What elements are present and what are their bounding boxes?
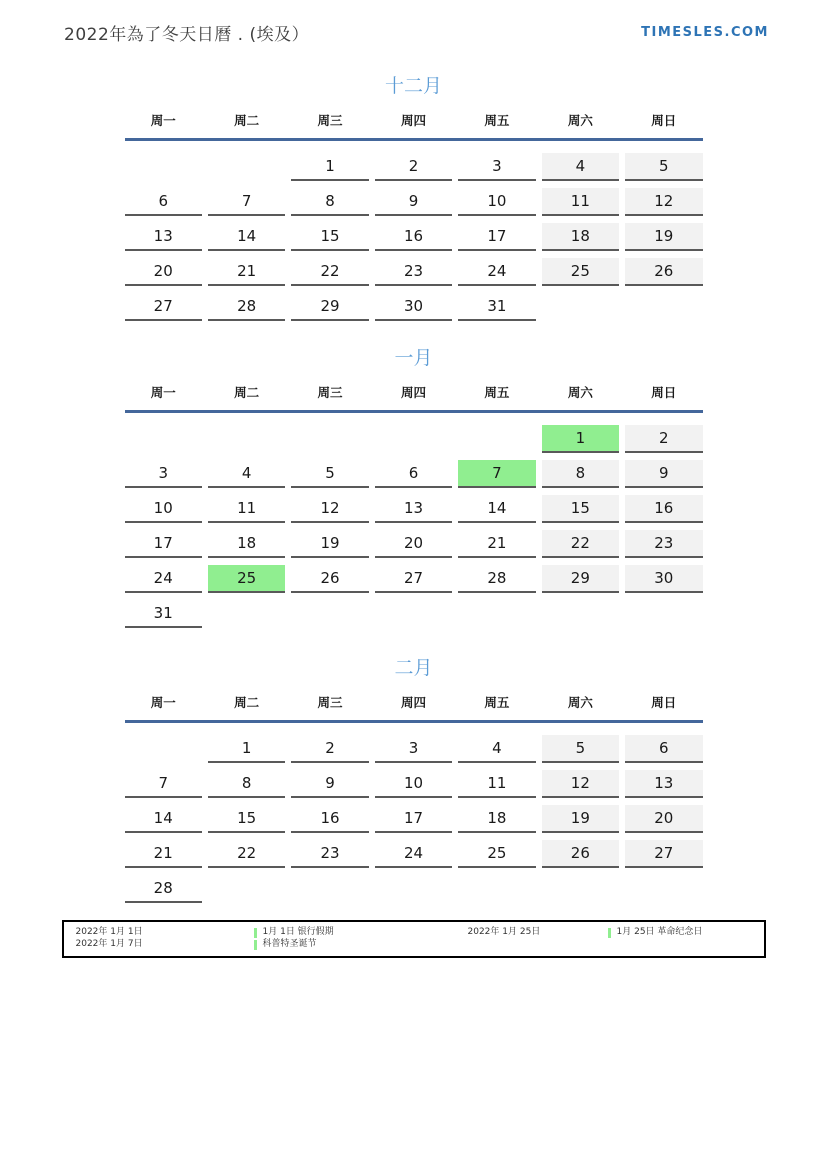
day-cell: 17 <box>125 530 202 558</box>
day-cell: 3 <box>458 153 535 181</box>
day-cell: 8 <box>291 188 368 216</box>
weekday-label: 周四 <box>400 385 426 400</box>
site-logo[interactable]: TIMESLES.COM <box>641 25 769 40</box>
weekday-label: 周二 <box>234 695 260 710</box>
day-cell: 8 <box>208 770 285 798</box>
empty-cell <box>375 600 452 628</box>
day-cell: 5 <box>542 735 619 763</box>
weekday-header-row <box>125 693 703 723</box>
day-cell: 28 <box>125 875 202 903</box>
day-cell: 26 <box>291 565 368 593</box>
day-cell: 14 <box>458 495 535 523</box>
day-cell: 16 <box>625 495 702 523</box>
empty-cell <box>208 600 285 628</box>
day-cell: 30 <box>375 293 452 321</box>
day-cell: 15 <box>208 805 285 833</box>
empty-cell <box>625 600 702 628</box>
legend-holiday <box>608 927 756 938</box>
weekday-label: 周二 <box>234 113 260 128</box>
weekday-label: 周三 <box>317 385 343 400</box>
day-cell: 20 <box>375 530 452 558</box>
day-cell: 23 <box>625 530 702 558</box>
day-cell: 30 <box>625 565 702 593</box>
day-cell: 21 <box>125 840 202 868</box>
day-cell: 13 <box>375 495 452 523</box>
day-cell: 28 <box>458 565 535 593</box>
day-cell: 4 <box>458 735 535 763</box>
empty-cell <box>542 600 619 628</box>
day-cell: 29 <box>542 565 619 593</box>
day-cell: 18 <box>208 530 285 558</box>
weekday-label: 周三 <box>317 695 343 710</box>
day-cell: 3 <box>125 460 202 488</box>
empty-cell <box>625 293 702 321</box>
weekday-label: 周一 <box>150 695 176 710</box>
day-cell: 25 <box>542 258 619 286</box>
day-cell: 12 <box>542 770 619 798</box>
day-cell: 18 <box>458 805 535 833</box>
day-cell: 4 <box>208 460 285 488</box>
empty-cell <box>542 875 619 903</box>
day-cell: 2 <box>291 735 368 763</box>
day-cell: 17 <box>375 805 452 833</box>
weekday-label: 周五 <box>484 385 510 400</box>
day-cell: 1 <box>208 735 285 763</box>
empty-cell <box>375 875 452 903</box>
day-cell: 10 <box>375 770 452 798</box>
day-cell: 7 <box>125 770 202 798</box>
month-title: 十二月 <box>384 75 442 97</box>
legend-holiday <box>254 927 468 938</box>
day-cell: 6 <box>125 188 202 216</box>
day-cell: 26 <box>542 840 619 868</box>
weekday-label: 周日 <box>651 113 677 128</box>
day-cell: 9 <box>375 188 452 216</box>
day-cell: 27 <box>625 840 702 868</box>
day-cell: 9 <box>625 460 702 488</box>
empty-cell <box>208 425 285 453</box>
day-cell: 2 <box>625 425 702 453</box>
day-cell: 19 <box>625 223 702 251</box>
day-cell: 27 <box>375 565 452 593</box>
day-cell: 14 <box>125 805 202 833</box>
day-cell: 22 <box>542 530 619 558</box>
legend-holiday-name: 科普特圣诞节 <box>262 939 317 949</box>
day-cell: 11 <box>458 770 535 798</box>
empty-cell <box>375 425 452 453</box>
day-cell: 24 <box>375 840 452 868</box>
holiday-color-bar <box>254 928 257 938</box>
day-cell: 5 <box>291 460 368 488</box>
day-cell: 6 <box>625 735 702 763</box>
day-cell: 25 <box>458 840 535 868</box>
weekday-header-row <box>125 383 703 413</box>
legend-date: 2022年 1月 7日 <box>75 939 143 949</box>
day-cell: 6 <box>375 460 452 488</box>
empty-cell <box>458 875 535 903</box>
empty-cell <box>542 293 619 321</box>
day-cell: 17 <box>458 223 535 251</box>
legend-date: 2022年 1月 1日 <box>75 927 143 937</box>
empty-cell <box>291 425 368 453</box>
day-cell: 8 <box>542 460 619 488</box>
legend-group <box>468 927 756 950</box>
day-cell: 16 <box>375 223 452 251</box>
holiday-color-bar <box>254 940 257 950</box>
month-title: 二月 <box>394 657 433 679</box>
day-cell: 23 <box>375 258 452 286</box>
empty-cell <box>125 735 202 763</box>
weekday-label: 周六 <box>567 695 593 710</box>
holiday-color-bar <box>608 928 611 938</box>
day-cell: 16 <box>291 805 368 833</box>
day-cell: 26 <box>625 258 702 286</box>
empty-cell <box>458 600 535 628</box>
day-cell: 31 <box>458 293 535 321</box>
weekday-label: 周二 <box>234 385 260 400</box>
legend-holiday-name: 1月 25日 革命纪念日 <box>616 927 703 937</box>
month-grid <box>125 735 703 903</box>
weekday-label: 周四 <box>400 695 426 710</box>
day-cell: 15 <box>291 223 368 251</box>
weekday-label: 周一 <box>150 385 176 400</box>
day-cell: 14 <box>208 223 285 251</box>
holiday-legend <box>62 920 766 958</box>
day-cell: 29 <box>291 293 368 321</box>
day-cell: 13 <box>625 770 702 798</box>
day-cell: 18 <box>542 223 619 251</box>
day-cell: 2 <box>375 153 452 181</box>
day-cell: 22 <box>291 258 368 286</box>
day-cell: 10 <box>458 188 535 216</box>
day-cell: 20 <box>125 258 202 286</box>
month-section-january <box>125 343 703 628</box>
day-cell: 10 <box>125 495 202 523</box>
weekday-label: 周三 <box>317 113 343 128</box>
day-cell: 24 <box>125 565 202 593</box>
empty-cell <box>125 425 202 453</box>
holiday-day-cell: 7 <box>458 460 535 488</box>
legend-holiday-name: 1月 1日 银行假期 <box>262 927 334 937</box>
weekday-label: 周六 <box>567 113 593 128</box>
weekday-label: 周日 <box>651 695 677 710</box>
day-cell: 21 <box>458 530 535 558</box>
day-cell: 7 <box>208 188 285 216</box>
empty-cell <box>208 875 285 903</box>
day-cell: 23 <box>291 840 368 868</box>
day-cell: 19 <box>542 805 619 833</box>
month-grid <box>125 425 703 628</box>
legend-holiday <box>254 939 468 950</box>
day-cell: 15 <box>542 495 619 523</box>
page-title: 2022年為了冬天日曆 . (埃及） <box>64 25 310 45</box>
day-cell: 20 <box>625 805 702 833</box>
weekday-label: 周日 <box>651 385 677 400</box>
day-cell: 11 <box>542 188 619 216</box>
month-section-december <box>125 71 703 321</box>
day-cell: 22 <box>208 840 285 868</box>
day-cell: 31 <box>125 600 202 628</box>
empty-cell <box>291 875 368 903</box>
day-cell: 9 <box>291 770 368 798</box>
day-cell: 21 <box>208 258 285 286</box>
weekday-label: 周一 <box>150 113 176 128</box>
empty-cell <box>625 875 702 903</box>
day-cell: 24 <box>458 258 535 286</box>
weekday-header-row <box>125 111 703 141</box>
month-grid <box>125 153 703 321</box>
day-cell: 5 <box>625 153 702 181</box>
holiday-day-cell: 25 <box>208 565 285 593</box>
day-cell: 28 <box>208 293 285 321</box>
empty-cell <box>291 600 368 628</box>
weekday-label: 周四 <box>400 113 426 128</box>
day-cell: 11 <box>208 495 285 523</box>
month-section-february <box>125 653 703 903</box>
month-title: 一月 <box>394 347 433 369</box>
empty-cell <box>208 153 285 181</box>
page-header <box>0 0 827 45</box>
day-cell: 12 <box>291 495 368 523</box>
empty-cell <box>125 153 202 181</box>
day-cell: 1 <box>291 153 368 181</box>
day-cell: 13 <box>125 223 202 251</box>
day-cell: 19 <box>291 530 368 558</box>
day-cell: 27 <box>125 293 202 321</box>
day-cell: 4 <box>542 153 619 181</box>
weekday-label: 周六 <box>567 385 593 400</box>
weekday-label: 周五 <box>484 695 510 710</box>
holiday-day-cell: 1 <box>542 425 619 453</box>
day-cell: 12 <box>625 188 702 216</box>
legend-date: 2022年 1月 25日 <box>467 927 541 937</box>
legend-group <box>76 927 468 950</box>
weekday-label: 周五 <box>484 113 510 128</box>
day-cell: 3 <box>375 735 452 763</box>
empty-cell <box>458 425 535 453</box>
